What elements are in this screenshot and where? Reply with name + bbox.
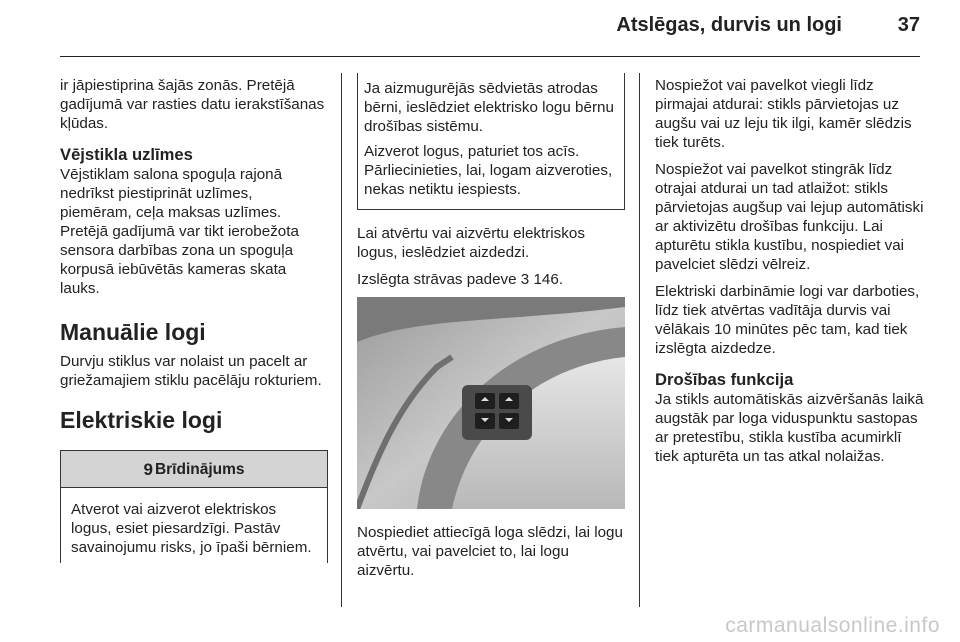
page-reference-icon: 3	[520, 271, 530, 288]
watermark: carmanualsonline.info	[725, 614, 940, 637]
warning-header	[61, 450, 327, 488]
column-1	[60, 76, 328, 563]
paragraph: Elektriski darbināmie logi var darboties, līdz tiek atvērtas vadītāja durvis vai vēlākais 10 minūtes pēc tam, kad tiek izslēgta aizdedze.	[655, 283, 920, 357]
column-divider-1	[341, 73, 342, 607]
header-rule	[60, 56, 920, 57]
paragraph: Ja stikls automātiskās aizvēršanās laikā augstāk par loga viduspunktu sastopas ar pretestību, stikla kustība acumirklī tiek apturēta un tas atkal nolaižas.	[655, 391, 924, 465]
column-3	[655, 76, 925, 474]
warning-box	[60, 450, 328, 563]
warning-text: Atverot vai aizverot elektriskos logus, esiet piesardzīgi. Pastāv savainojumu risks, jo īpaši bērniem.	[71, 501, 312, 556]
paragraph: Vējstiklam salona spoguļa rajonā nedrīkst piestiprināt uzlīmes, piemēram, ceļa maksas uzlīmes. Pretējā gadījumā var tikt ierobežota sensora darbības zona un spoguļa korpusā iebūvētās kameras skata lauks.	[60, 166, 299, 297]
switch-panel	[462, 385, 532, 440]
heading-safety-function: Drošības funkcija	[655, 370, 794, 389]
paragraph: Nospiežot vai pavelkot viegli līdz pirmajai atdurai: stikls pārvietojas uz augšu vai uz leju tik ilgi, kamēr slēdzis tiek turēts.	[655, 77, 912, 151]
paragraph: Lai atvērtu vai aizvērtu elektriskos logus, ieslēdziet aizdedzi.	[357, 225, 585, 261]
paragraph: ir jāpiestiprina šajās zonās. Pretējā gadījumā var rasties datu ierakstīšanas kļūdas.	[60, 77, 325, 132]
page-reference: 146.	[533, 271, 564, 288]
paragraph: Nospiežot vai pavelkot stingrāk līdz otrajai atdurai un tad atlaižot: stikls pārvietojas augšup vai lejup automātiski ar aktivizētu drošības funkciju. Lai apturētu stikla kustību, nospiediet vai pavelciet slēdzi vēlreiz.	[655, 161, 924, 273]
page-number: 37	[897, 14, 920, 36]
paragraph: Nospiediet attiecīgā loga slēdzi, lai logu atvērtu, vai pavelciet to, lai logu aizvērtu.	[357, 524, 623, 579]
paragraph-reference: Izslēgta strāvas padeve 3 146.	[357, 271, 564, 288]
column-2	[357, 73, 625, 588]
warning-title: Brīdinājums	[154, 460, 245, 478]
window-switch-photo	[357, 297, 625, 509]
heading-manual-windows: Manuālie logi	[60, 319, 206, 345]
paragraph: Durvju stiklus var nolaist un pacelt ar griežamajiem stiklu pacēlāju rokturiem.	[60, 353, 322, 389]
header-title: Atslēgas, durvis un logi	[616, 14, 842, 36]
heading-windscreen-stickers: Vējstikla uzlīmes	[60, 145, 193, 164]
heading-electric-windows: Elektriskie logi	[60, 407, 223, 433]
column-divider-2	[639, 73, 640, 607]
paragraph: Aizverot logus, paturiet tos acīs. Pārliecinieties, lai, logam aizveroties, nekas netiktu iespiests.	[364, 143, 613, 198]
paragraph: Ja aizmugurējās sēdvietās atrodas bērni, ieslēdziet elektrisko logu bērnu drošības sistēmu.	[364, 80, 614, 135]
warning-triangle-icon: 9	[143, 459, 153, 479]
warning-box-continued	[357, 73, 625, 210]
